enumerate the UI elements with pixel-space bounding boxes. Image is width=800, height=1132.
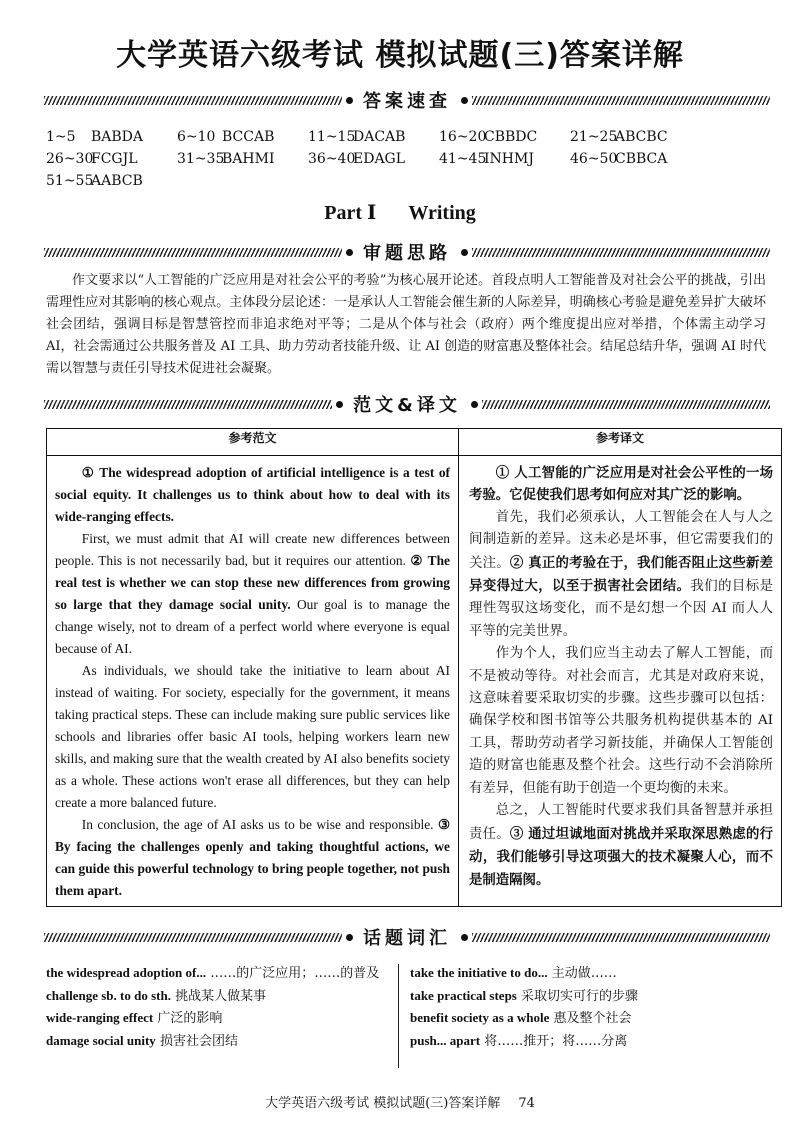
section-header-answers: 答案速查 bbox=[44, 88, 770, 112]
page-footer bbox=[0, 1092, 800, 1111]
vocab-list-right bbox=[410, 962, 770, 1052]
answer-row: 1~5 BABDA 6~10 BCCAB 11~15DACAB 16~20CBBDC 21~25ABCBC bbox=[46, 129, 668, 145]
section-header-sample: 范文&译文 bbox=[44, 392, 770, 416]
vocab-item: benefit society as a whole 惠及整个社会 bbox=[410, 1010, 632, 1026]
vocab-item: push... apart 将……推开；将……分离 bbox=[410, 1032, 628, 1049]
sample-essay-table bbox=[46, 428, 782, 907]
header-sample-essay: 参考范文 bbox=[47, 429, 459, 456]
vocab-item: challenge sb. to do sth. 挑战某人做某事 bbox=[46, 987, 267, 1004]
vocab-list-left bbox=[46, 962, 384, 1052]
answer-row: 26~30FCGJL 31~35BAHMI 36~40EDAGL 41~45INHMJ 46~50CBBCA bbox=[46, 151, 668, 167]
vocab-divider bbox=[398, 964, 399, 1068]
part-name: Writing bbox=[408, 202, 476, 224]
vocab-item: wide-ranging effect 广泛的影响 bbox=[46, 1010, 223, 1026]
answer-key bbox=[46, 126, 766, 192]
header-translation: 参考译文 bbox=[459, 429, 782, 456]
vocab-item: take practical steps 采取切实可行的步骤 bbox=[410, 987, 639, 1004]
page-number: 74 bbox=[518, 1096, 535, 1111]
page-title: 大学英语六级考试 模拟试题(三)答案详解 bbox=[116, 38, 684, 73]
vocab-item: take the initiative to do... 主动做…… bbox=[410, 965, 617, 981]
part-heading bbox=[0, 200, 800, 225]
section-header-analysis: 审题思路 bbox=[44, 240, 770, 264]
vocab-item: damage social unity 损害社会团结 bbox=[46, 1032, 238, 1049]
sample-essay: ① The widespread adoption of artificial intelligence is a test of social equity. It challenges us to think about how to deal with its wide-ranging effects. First, we must admit that AI will create new differences between people. This is not necessarily bad, but it requires our attention. ② The real test is whether we can stop these new differences from growing so large that they damage social unity. Our goal is to manage the change wisely, not to dream of a perfect world where everyone is equal because of AI. As individuals, we should take the initiative to learn about AI instead of waiting. For society, especially for the government, it means taking practical steps. These can include making sure public services like schools and libraries offer basic AI tools, helping workers learn new skills, and making sure that the wealth created by AI also benefits society as a whole. These actions won't erase all differences, but they can help create a more balanced future. In conclusion, the age of AI asks us to be wise and responsible. ③ By facing the challenges openly and taking thoughtful actions, we can guide this powerful technology to bring people together, not push them apart. bbox=[47, 456, 459, 907]
answer-row: 51~55AABCB bbox=[46, 173, 143, 189]
vocab-item: the widespread adoption of... ……的广泛应用；……的普及 bbox=[46, 965, 380, 981]
part-number: Part Ⅰ bbox=[324, 202, 377, 224]
section-header-vocab: 话题词汇 bbox=[44, 925, 770, 949]
footer-title: 大学英语六级考试 模拟试题(三)答案详解 bbox=[265, 1096, 501, 1111]
translation: ① 人工智能的广泛应用是对社会公平性的一场考验。它促使我们思考如何应对其广泛的影响。 首先，我们必须承认，人工智能会在人与人之间制造新的差异。这未必是坏事，但它需要我们的关注。② 真正的考验在于，我们能否阻止这些新差异变得过大，以至于损害社会团结。我们的目标是理性驾驭这场变化，而不是幻想一个因 AI 而人人平等的完美世界。 作为个人，我们应当主动去了解人工智能，而不是被动等待。对社会而言，尤其是对政府来说，这意味着要采取切实的步骤。这些步骤可以包括：确保学校和图书馆等公共服务机构提供基本的 AI 工具，帮助劳动者学习新技能，并确保人工智能创造的财富也能惠及整个社会。这些行动不会消除所有差异，但能有助于创造一个更均衡的未来。 总之，人工智能时代要求我们具备智慧并承担责任。③ 通过坦诚地面对挑战并采取深思熟虑的行动，我们能够引导这项强大的技术凝聚人心，而不是制造隔阂。 bbox=[459, 456, 782, 907]
analysis-paragraph: 作文要求以“人工智能的广泛应用是对社会公平的考验”为核心展开论述。首段点明人工智能普及对社会公平的挑战，引出需理性应对其影响的核心观点。主体段分层论述：一是承认人工智能会催生新的人际差异，明确核心考验是避免差异扩大破坏社会团结，强调目标是智慧管控而非追求绝对平等；二是从个体与社会（政府）两个维度提出应对举措，个体需主动学习 AI，社会需通过公共服务普及 AI 工具、助力劳动者技能升级、让 AI 创造的财富惠及整体社会。结尾总结升华，强调 AI 时代需以智慧与责任引导技术促进社会凝聚。 bbox=[46, 273, 766, 376]
